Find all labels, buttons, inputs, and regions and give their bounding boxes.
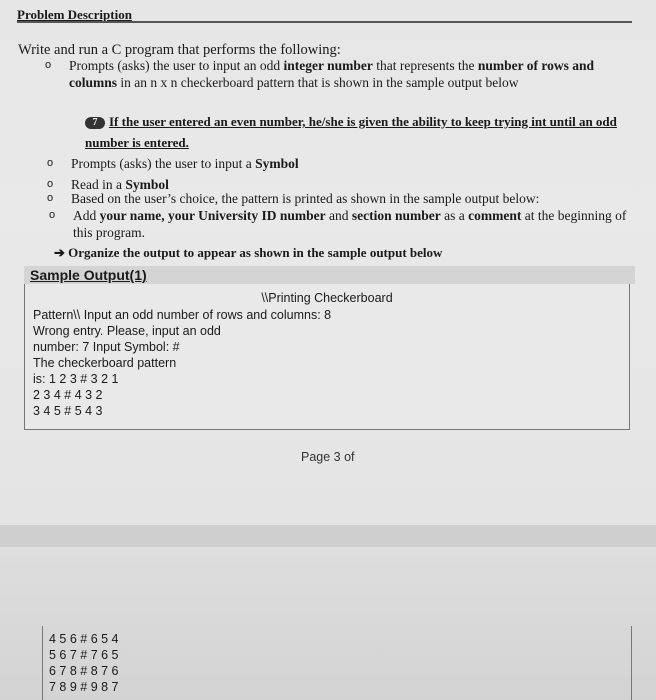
continued-output-lines: [49, 631, 119, 695]
bullet-icon: o: [47, 192, 54, 204]
list-item: o Prompts (asks) the user to input a Symbol: [47, 156, 299, 171]
page-title: Problem Description: [17, 7, 132, 22]
note-icon: 7: [85, 117, 105, 129]
list-item: o Add your name, your University ID number and section number as a comment at the beginning of this program.: [49, 208, 627, 240]
output-line: is: 1 2 3 # 3 2 1: [33, 372, 119, 386]
page-gap: [0, 525, 656, 547]
list-item: o Based on the user’s choice, the pattern is printed as shown in the sample output below:: [47, 191, 540, 206]
continued-output-box: [42, 626, 632, 700]
organize-instruction: ➔ Organize the output to appear as shown in the sample output below: [54, 245, 443, 260]
output-line: Wrong entry. Please, input an odd: [33, 324, 221, 338]
title-divider: [17, 21, 632, 23]
sample-output-heading: Sample Output(1): [24, 266, 635, 284]
output-line: Pattern\\ Input an odd number of rows and columns: 8: [33, 308, 332, 322]
output-line: 4 5 6 # 6 5 4: [49, 632, 119, 646]
bullet-icon: o: [45, 59, 52, 71]
output-line: number: 7 Input Symbol: #: [33, 340, 180, 354]
bullet-icon: o: [47, 157, 54, 169]
list-item: o Read in a Symbol: [47, 177, 169, 192]
output-line: 6 7 8 # 8 7 6: [49, 664, 119, 678]
page-number: Page 3 of: [301, 450, 355, 464]
output-line: 7 8 9 # 9 8 7: [49, 680, 119, 694]
sample-output-lines: [33, 307, 331, 419]
note-paragraph: 7 If the user entered an even number, he/she is given the ability to keep trying int until an odd number is entered.: [85, 114, 617, 150]
output-line: The checkerboard pattern: [33, 356, 177, 370]
bullet-icon: o: [47, 178, 54, 190]
output-line: 5 6 7 # 7 6 5: [49, 648, 119, 662]
output-line: 3 4 5 # 5 4 3: [33, 404, 103, 418]
list-item: o Prompts (asks) the user to input an odd integer number that represents the number of rows and columns in an n x n checkerboard pattern that is shown in the sample output below: [45, 58, 594, 90]
sample-output-title: \\Printing Checkerboard: [261, 291, 393, 305]
bullet-icon: o: [49, 209, 56, 221]
sample-output-box: [24, 284, 630, 430]
intro-text: Write and run a C program that performs the following:: [18, 42, 341, 58]
output-line: 2 3 4 # 4 3 2: [33, 388, 103, 402]
